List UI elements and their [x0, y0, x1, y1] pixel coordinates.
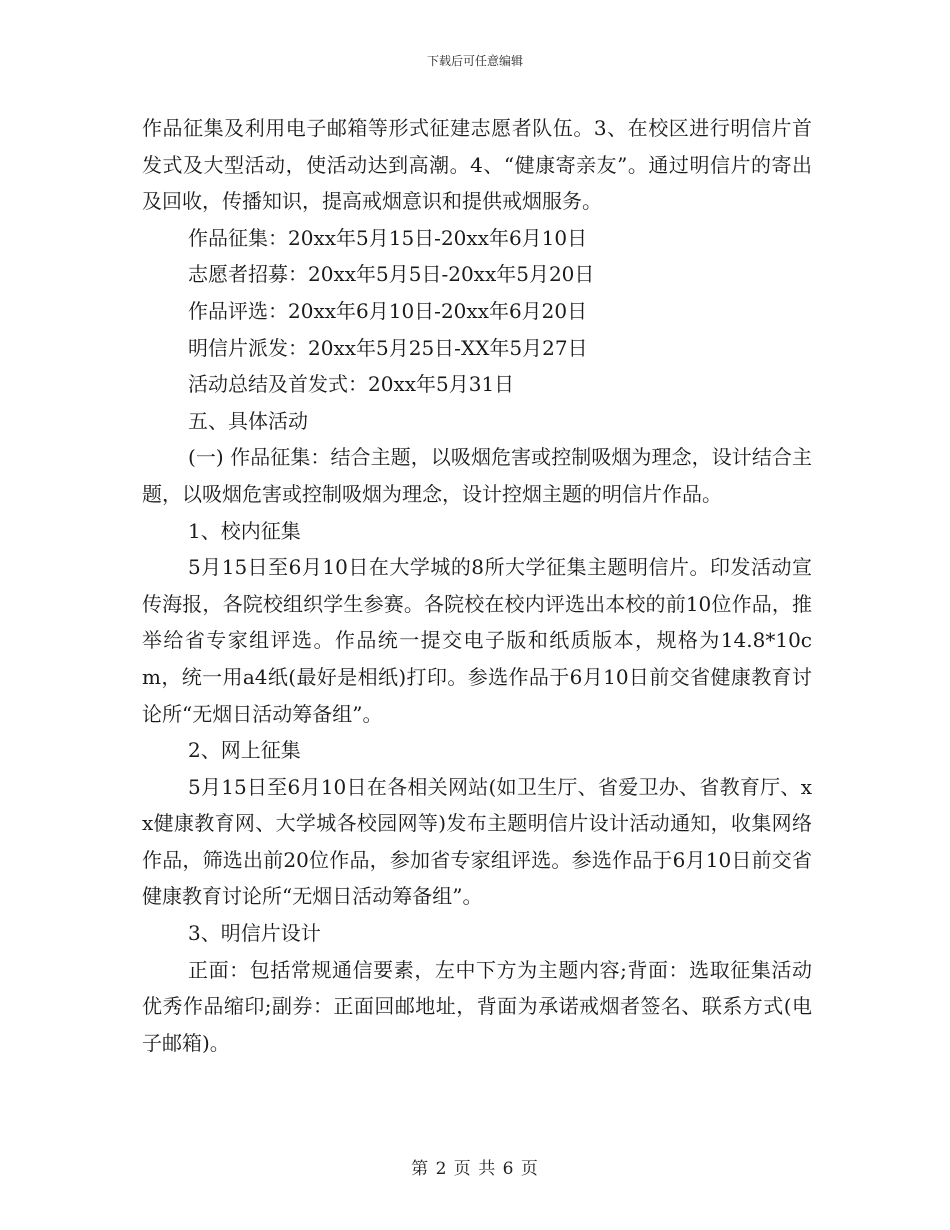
schedule-volunteers: 志愿者招募：20xx年5月5日-20xx年5月20日	[188, 262, 595, 287]
subheading-online: 2、网上征集	[188, 738, 301, 763]
subheading-design: 3、明信片设计	[188, 921, 321, 946]
paragraph-collection: (一) 作品征集：结合主题，以吸烟危害或控制吸烟为理念，设计结合主题，以吸烟危害或控制吸烟为理念，设计控烟主题的明信片作品。	[142, 445, 812, 506]
subheading-campus: 1、校内征集	[188, 518, 301, 543]
schedule-summary: 活动总结及首发式：20xx年5月31日	[188, 372, 515, 397]
paragraph-campus: 5月15日至6月10日在大学城的8所大学征集主题明信片。印发活动宣传海报，各院校组织学生参赛。各院校在校内评选出本校的前10位作品，推举给省专家组评选。作品统一提交电子版和纸质版本，规格为14.8*10cm，统一用a4纸(最好是相纸)打印。参选作品于6月10日前交省健康教育讨论所“无烟日活动筹备组”。	[142, 555, 812, 726]
page-header: 下载后可任意编辑	[426, 54, 523, 68]
page-footer: 第 2 页 共 6 页	[411, 1159, 539, 1179]
section-heading-activities: 五、具体活动	[188, 408, 308, 433]
document-body	[142, 110, 812, 1061]
schedule-selection: 作品评选：20xx年6月10日-20xx年6月20日	[188, 298, 588, 323]
schedule-distribution: 明信片派发：20xx年5月25日-XX年5月27日	[188, 335, 588, 360]
paragraph-online: 5月15日至6月10日在各相关网站(如卫生厅、省爱卫办、省教育厅、xx健康教育网、大学城各校园网等)发布主题明信片设计活动通知，收集网络作品，筛选出前20位作品，参加省专家组评选。参选作品于6月10日前交省健康教育讨论所“无烟日活动筹备组”。	[142, 774, 812, 909]
schedule-collection: 作品征集：20xx年5月15日-20xx年6月10日	[188, 225, 588, 250]
paragraph-design: 正面：包括常规通信要素，左中下方为主题内容;背面：选取征集活动优秀作品缩印;副券：正面回邮地址，背面为承诺戒烟者签名、联系方式(电子邮箱)。	[142, 957, 812, 1055]
paragraph-1: 作品征集及利用电子邮箱等形式征建志愿者队伍。3、在校区进行明信片首发式及大型活动，使活动达到高潮。4、“健康寄亲友”。通过明信片的寄出及回收，传播知识，提高戒烟意识和提供戒烟服务。	[142, 116, 812, 214]
